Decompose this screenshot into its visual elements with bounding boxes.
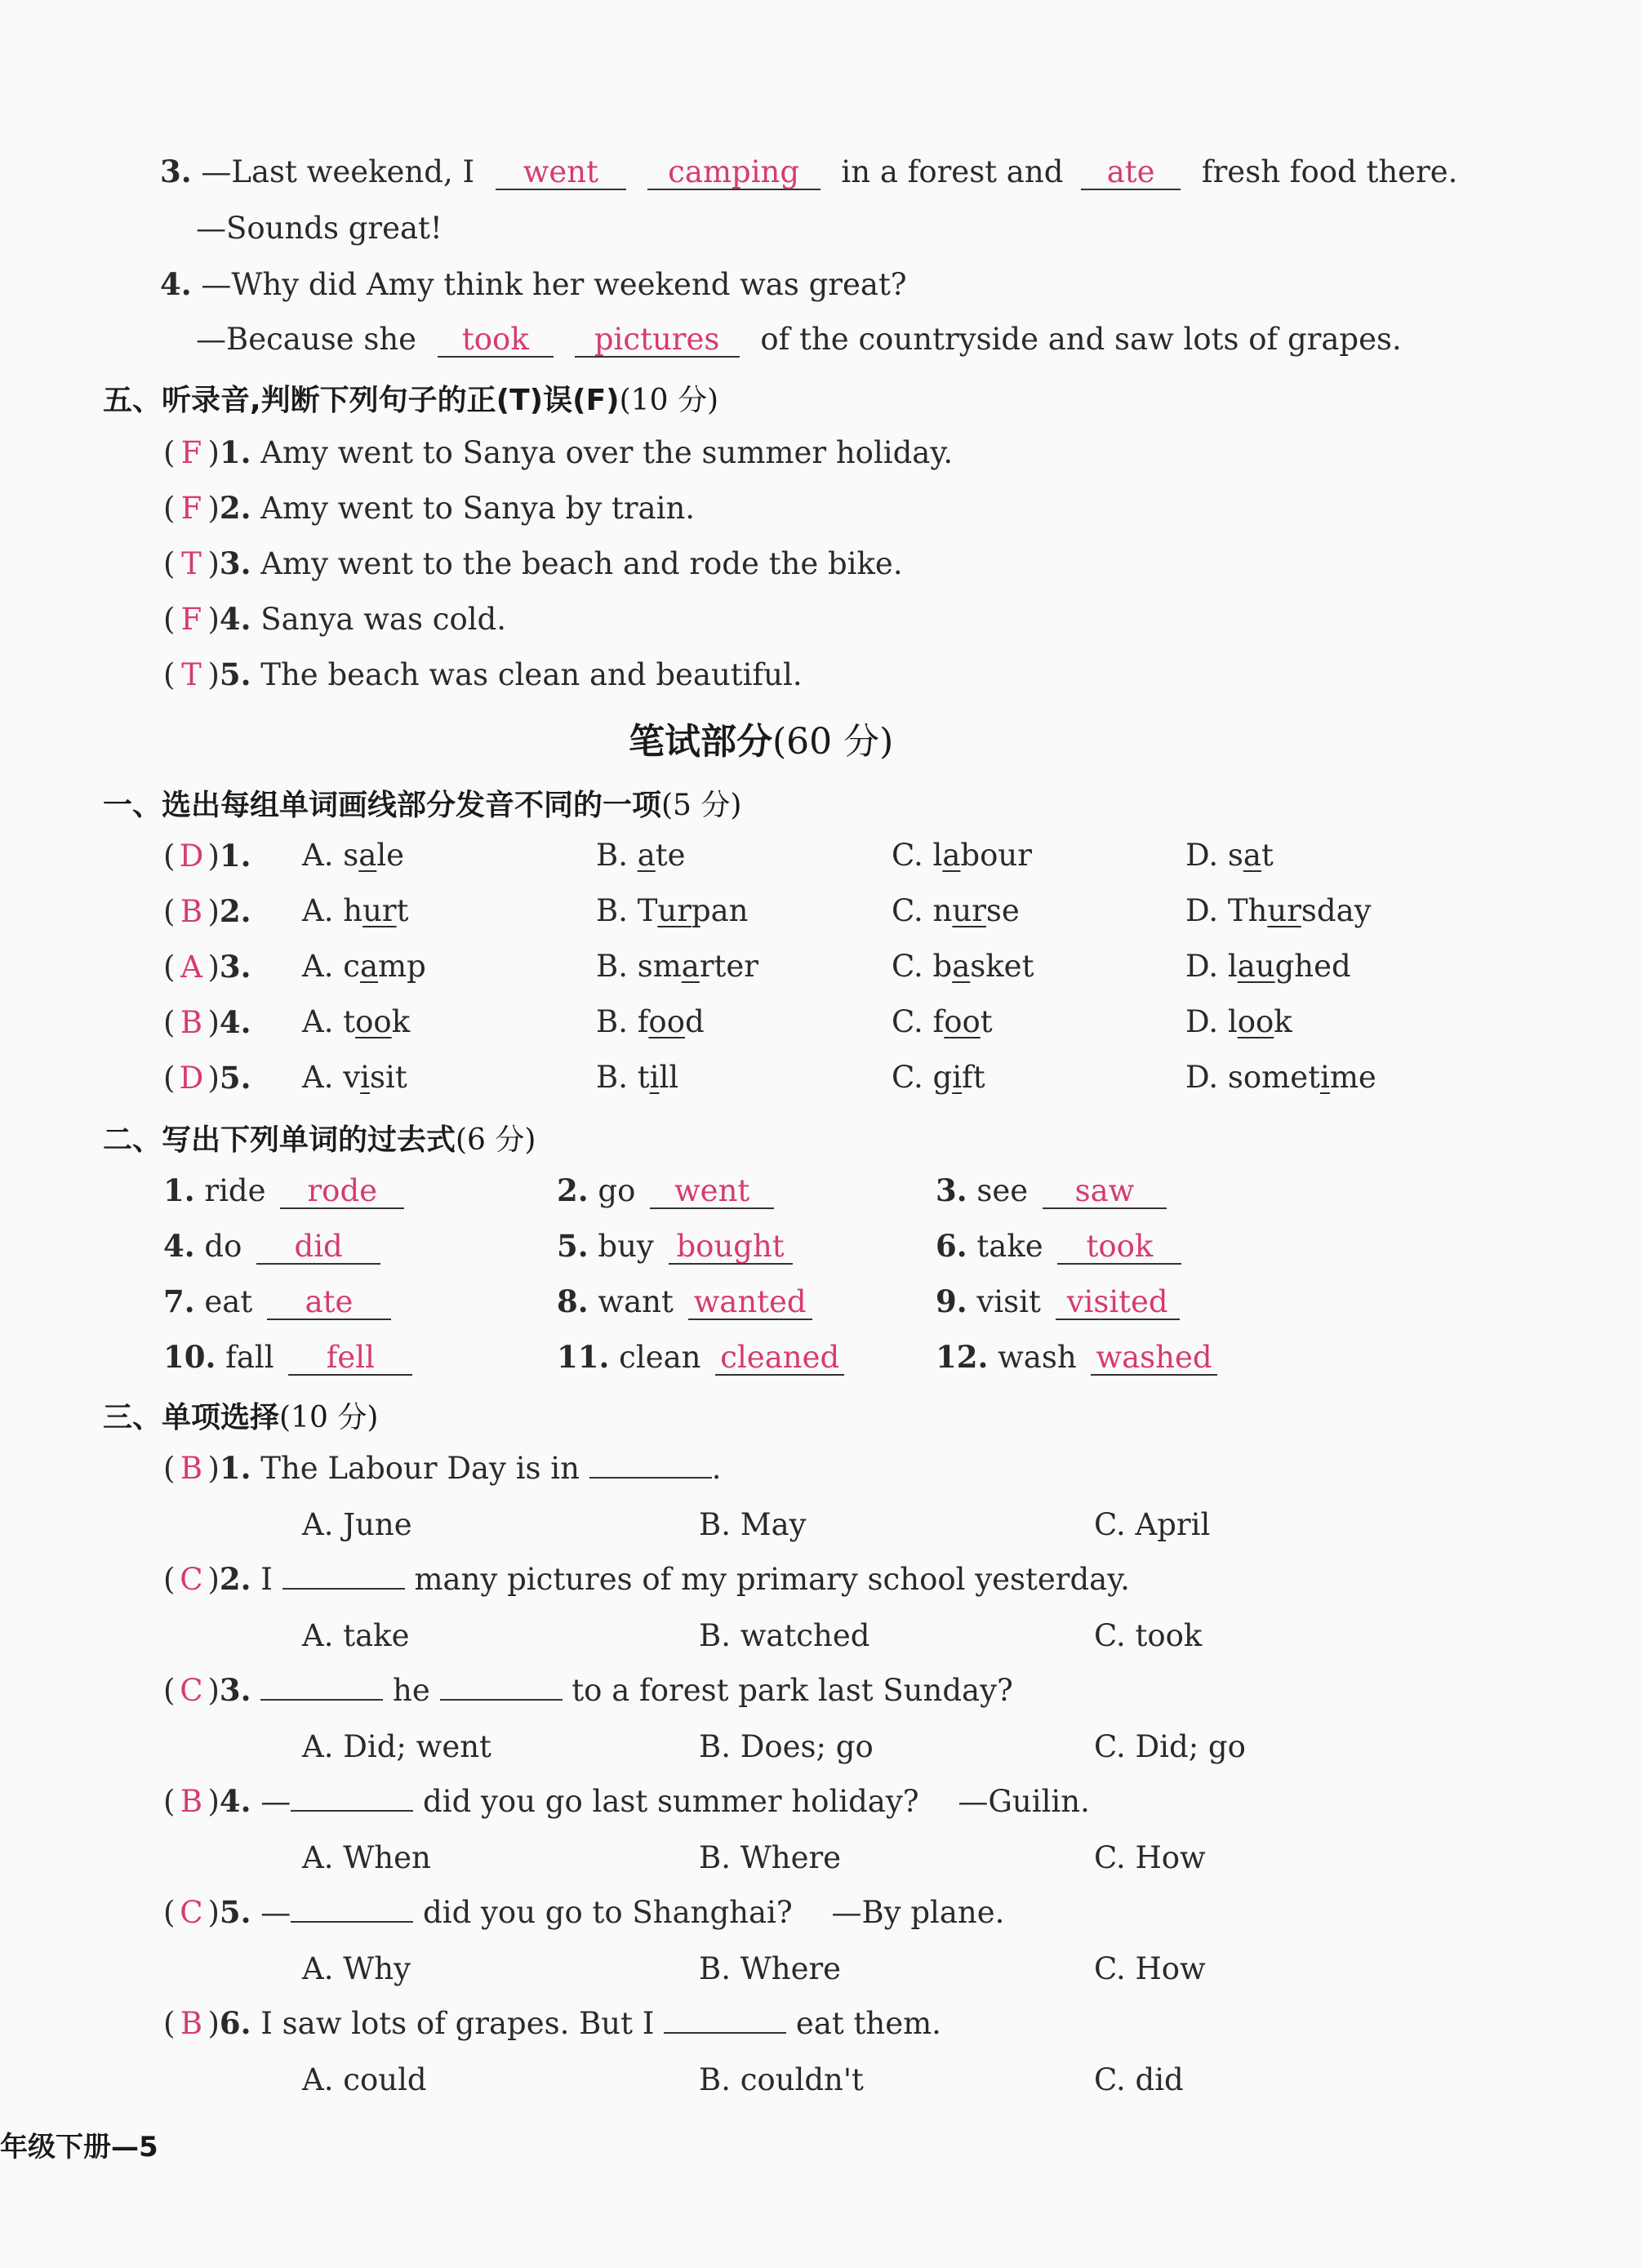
- item-text: The Labour Day is in: [260, 1451, 580, 1486]
- phonics-option: [302, 1004, 410, 1039]
- item-number: 2.: [219, 490, 251, 526]
- past-answer: took: [1057, 1231, 1181, 1265]
- past-tense-item: [163, 1283, 391, 1320]
- option-letter: B.: [596, 1060, 638, 1095]
- phonics-option: [596, 893, 749, 928]
- word-part: f: [932, 1004, 945, 1039]
- underlined-part: i: [649, 1060, 660, 1095]
- item-number: 6.: [219, 2005, 251, 2041]
- title-text: 笔试部分: [629, 721, 772, 763]
- item-text: —: [260, 1784, 291, 1819]
- fill-item-4-answer: [196, 322, 1402, 358]
- past-tense-item: [557, 1228, 793, 1265]
- mc-answer: C: [180, 1562, 203, 1597]
- phonics-option: [892, 949, 1034, 984]
- word-part: t: [637, 1060, 650, 1095]
- section-points: (10 分): [619, 384, 718, 417]
- option-letter: C.: [892, 838, 933, 873]
- word-part: l: [1227, 949, 1238, 984]
- section-title: 一、选出每组单词画线部分发音不同的一项: [103, 789, 662, 822]
- word-part: me: [1329, 1060, 1376, 1095]
- mc-question: ( B )6. I saw lots of grapes. But I eat them.: [163, 2005, 941, 2041]
- word-part: pan: [691, 893, 749, 928]
- question-blank: [589, 1477, 712, 1479]
- word-part: bour: [960, 838, 1032, 873]
- base-word: buy: [598, 1229, 654, 1264]
- underlined-part: i: [952, 1060, 963, 1095]
- section-heading: [103, 1394, 378, 1436]
- mc-option: A. Why: [302, 1951, 411, 1986]
- past-tense-item: [936, 1339, 1217, 1376]
- option-letter: A.: [302, 1004, 344, 1039]
- answer-blank: went: [496, 157, 626, 190]
- item-number: 1.: [163, 1172, 195, 1208]
- item-number: 1.: [219, 434, 251, 470]
- word-part: l: [932, 838, 943, 873]
- item-text: Sanya was cold.: [260, 602, 506, 637]
- section-points: (10 分): [279, 1401, 379, 1434]
- word-part: g: [932, 1060, 953, 1095]
- item-number: 2.: [219, 893, 251, 929]
- mc-question: ( B )1. The Labour Day is in .: [163, 1450, 722, 1486]
- item-number: 4.: [163, 1228, 195, 1264]
- phonics-option: [1185, 1004, 1292, 1039]
- tf-item: ( F )4. Sanya was cold.: [163, 601, 506, 637]
- option-letter: B.: [596, 893, 638, 928]
- mc-option: A. take: [302, 1618, 410, 1653]
- mc-question: ( C )5. — did you go to Shanghai? —By plane.: [163, 1894, 1005, 1930]
- base-word: wash: [998, 1340, 1077, 1375]
- word-part: ll: [659, 1060, 679, 1095]
- underlined-part: ur: [657, 893, 692, 928]
- past-answer: washed: [1091, 1342, 1216, 1376]
- word-part: rter: [699, 949, 758, 984]
- item-text: many pictures of my primary school yesterday.: [414, 1562, 1130, 1597]
- item-number: 2.: [219, 1561, 251, 1597]
- word-part: le: [376, 838, 405, 873]
- phonics-row: ( B )4.: [163, 1004, 251, 1040]
- underlined-part: i: [1320, 1060, 1330, 1095]
- tf-item: ( T )5. The beach was clean and beautiful.: [163, 656, 803, 692]
- past-tense-item: [557, 1339, 844, 1376]
- word-part: T: [637, 893, 658, 928]
- option-letter: C.: [892, 893, 933, 928]
- base-word: clean: [619, 1340, 701, 1375]
- item-number: 4.: [219, 1004, 251, 1040]
- tf-answer: F: [180, 491, 202, 526]
- past-tense-item: [936, 1172, 1167, 1209]
- mc-option: C. How: [1094, 1840, 1206, 1875]
- item-number: 5.: [219, 1060, 251, 1096]
- item-text: he: [393, 1673, 430, 1708]
- title-points: (60 分): [772, 721, 894, 763]
- base-word: eat: [204, 1284, 253, 1319]
- item-text: Amy went to the beach and rode the bike.: [260, 546, 903, 581]
- base-word: want: [598, 1284, 674, 1319]
- item-text: —By plane.: [831, 1895, 1005, 1930]
- page-footer: 年级下册—5: [0, 2131, 158, 2163]
- past-answer: did: [256, 1231, 380, 1265]
- mc-option: B. watched: [699, 1618, 870, 1653]
- phonics-answer: D: [179, 838, 204, 874]
- word-part: somet: [1227, 1060, 1320, 1095]
- underlined-part: a: [359, 949, 379, 984]
- mc-answer: B: [180, 1784, 203, 1819]
- phonics-option: [302, 893, 409, 928]
- word-part: n: [932, 893, 953, 928]
- word-part: sket: [970, 949, 1034, 984]
- underlined-part: a: [942, 838, 961, 873]
- past-tense-item: [936, 1228, 1181, 1265]
- fill-item-3: [160, 153, 1457, 190]
- tf-answer: T: [181, 546, 202, 581]
- mc-answer: B: [180, 2006, 203, 2041]
- word-part: k: [391, 1004, 411, 1039]
- word-part: sit: [370, 1060, 407, 1095]
- answer-blank: ate: [1081, 157, 1181, 190]
- item-number: 6.: [936, 1228, 967, 1264]
- phonics-option: [1185, 1060, 1376, 1095]
- word-part: t: [396, 893, 409, 928]
- option-letter: C.: [892, 1004, 933, 1039]
- word-part: mp: [378, 949, 426, 984]
- item-number: 3.: [936, 1172, 967, 1208]
- mc-answer: C: [180, 1673, 203, 1708]
- tf-answer: F: [180, 435, 202, 470]
- past-answer: wanted: [688, 1287, 812, 1320]
- section-heading: [103, 782, 741, 824]
- underlined-part: i: [360, 1060, 370, 1095]
- mc-option: B. Where: [699, 1951, 842, 1986]
- underlined-part: oo: [1237, 1004, 1274, 1039]
- item-text: eat them.: [795, 2006, 941, 2041]
- underlined-part: a: [358, 838, 377, 873]
- item-text: —: [260, 1895, 291, 1930]
- item-number: 3.: [219, 1672, 251, 1708]
- item-number: 12.: [936, 1339, 989, 1375]
- tf-item: ( T )3. Amy went to the beach and rode the bike.: [163, 545, 903, 581]
- past-tense-item: [163, 1172, 404, 1209]
- word-part: c: [343, 949, 360, 984]
- answer-blank: took: [438, 324, 554, 358]
- option-letter: A.: [302, 838, 344, 873]
- word-part: v: [343, 1060, 361, 1095]
- item-number: 2.: [557, 1172, 589, 1208]
- past-tense-item: [936, 1283, 1180, 1320]
- mc-option: A. When: [302, 1840, 431, 1875]
- mc-option: C. did: [1094, 2062, 1184, 2097]
- word-part: l: [1227, 1004, 1238, 1039]
- mc-answer: B: [180, 1451, 203, 1486]
- underlined-part: oo: [355, 1004, 392, 1039]
- mc-option: C. April: [1094, 1507, 1211, 1542]
- word-part: t: [1261, 838, 1274, 873]
- item-text: —Why did Amy think her weekend was great?: [201, 267, 907, 302]
- word-part: sday: [1301, 893, 1372, 928]
- base-word: fall: [225, 1340, 274, 1375]
- item-number: 5.: [219, 1894, 251, 1930]
- option-letter: B.: [596, 949, 638, 984]
- question-blank: [260, 1699, 383, 1701]
- underlined-part: oo: [648, 1004, 685, 1039]
- underlined-part: au: [1237, 949, 1275, 984]
- word-part: k: [1274, 1004, 1292, 1039]
- phonics-row: ( B )2.: [163, 893, 251, 929]
- base-word: go: [598, 1173, 636, 1208]
- phonics-answer: A: [180, 949, 202, 985]
- item-number: 7.: [163, 1283, 195, 1319]
- mc-option: B. couldn't: [699, 2062, 864, 2097]
- past-answer: fell: [288, 1342, 412, 1376]
- word-part: d: [684, 1004, 705, 1039]
- item-number: 1.: [219, 1450, 251, 1486]
- answer-blank: pictures: [575, 324, 740, 358]
- mc-option: A. June: [302, 1507, 412, 1542]
- option-letter: A.: [302, 949, 344, 984]
- base-word: do: [204, 1229, 242, 1264]
- phonics-option: [302, 1060, 407, 1095]
- phonics-option: [596, 1060, 678, 1095]
- item-number: 9.: [936, 1283, 967, 1319]
- item-text: fresh food there.: [1201, 154, 1458, 189]
- past-tense-item: [163, 1339, 412, 1376]
- option-letter: D.: [1185, 1004, 1228, 1039]
- fill-reply: —Sounds great!: [196, 211, 442, 246]
- section-heading: [103, 1117, 536, 1158]
- mc-option: A. could: [302, 2062, 427, 2097]
- mc-option: B. May: [699, 1507, 807, 1542]
- item-text: I: [260, 1562, 273, 1597]
- past-answer: went: [650, 1176, 774, 1209]
- fill-item-4: [160, 266, 907, 302]
- question-blank: [291, 1810, 413, 1812]
- phonics-option: [892, 1004, 993, 1039]
- past-answer: bought: [669, 1231, 793, 1265]
- item-text: .: [711, 1451, 722, 1486]
- word-part: h: [343, 893, 363, 928]
- item-text: —Last weekend, I: [201, 154, 475, 189]
- phonics-option: [596, 949, 758, 984]
- mc-option: A. Did; went: [302, 1729, 491, 1764]
- past-tense-item: [557, 1172, 774, 1209]
- section-heading: [103, 377, 718, 419]
- phonics-option: [1185, 838, 1274, 873]
- option-letter: D.: [1185, 949, 1228, 984]
- word-part: se: [985, 893, 1020, 928]
- base-word: visit: [976, 1284, 1041, 1319]
- item-number: 5.: [219, 656, 251, 692]
- word-part: ft: [962, 1060, 985, 1095]
- word-part: s: [343, 838, 359, 873]
- phonics-option: [892, 838, 1032, 873]
- section-title: 五、听录音,判断下列句子的正(T)误(F): [103, 384, 620, 417]
- item-text: did you go to Shanghai?: [423, 1895, 793, 1930]
- tf-item: ( F )2. Amy went to Sanya by train.: [163, 490, 696, 526]
- phonics-option: [1185, 893, 1372, 928]
- underlined-part: oo: [944, 1004, 981, 1039]
- item-number: 3.: [219, 949, 251, 985]
- tf-answer: T: [181, 657, 202, 692]
- section-points: (6 分): [456, 1123, 536, 1157]
- past-tense-item: [557, 1283, 812, 1320]
- item-text: in a forest and: [841, 154, 1064, 189]
- underlined-part: a: [637, 838, 656, 873]
- phonics-row: ( D )5.: [163, 1060, 251, 1096]
- item-number: 11.: [557, 1339, 610, 1375]
- question-blank: [664, 2032, 786, 2034]
- phonics-answer: B: [180, 894, 203, 929]
- item-text: I saw lots of grapes. But I: [260, 2006, 655, 2041]
- item-number: 5.: [557, 1228, 589, 1264]
- tf-answer: F: [180, 602, 202, 637]
- past-answer: ate: [267, 1287, 391, 1320]
- phonics-option: [302, 838, 404, 873]
- item-text: Amy went to Sanya by train.: [260, 491, 696, 526]
- option-letter: B.: [596, 838, 638, 873]
- phonics-option: [596, 838, 686, 873]
- item-number: 3.: [160, 153, 192, 189]
- section-title: 二、写出下列单词的过去式: [103, 1123, 456, 1157]
- option-letter: B.: [596, 1004, 638, 1039]
- underlined-part: ur: [952, 893, 986, 928]
- item-text: did you go last summer holiday?: [423, 1784, 919, 1819]
- phonics-option: [892, 1060, 985, 1095]
- mc-option: B. Does; go: [699, 1729, 874, 1764]
- word-part: t: [980, 1004, 993, 1039]
- underlined-part: a: [1243, 838, 1261, 873]
- item-number: 3.: [219, 545, 251, 581]
- item-text: —Guilin.: [958, 1784, 1090, 1819]
- phonics-option: [302, 949, 426, 984]
- question-blank: [282, 1588, 405, 1590]
- item-text: to a forest park last Sunday?: [571, 1673, 1013, 1708]
- option-letter: D.: [1185, 838, 1228, 873]
- word-part: t: [343, 1004, 356, 1039]
- past-answer: rode: [280, 1176, 404, 1209]
- item-number: 8.: [557, 1283, 589, 1319]
- phonics-answer: D: [179, 1061, 204, 1096]
- mc-option: B. Where: [699, 1840, 842, 1875]
- past-tense-item: [163, 1228, 380, 1265]
- item-text: Amy went to Sanya over the summer holiday.: [260, 435, 954, 470]
- answer-blank: camping: [647, 157, 820, 190]
- question-blank: [440, 1699, 563, 1701]
- section-title: 三、单项选择: [103, 1401, 280, 1434]
- past-answer: cleaned: [715, 1342, 844, 1376]
- word-part: ghed: [1274, 949, 1351, 984]
- phonics-option: [1185, 949, 1351, 984]
- mc-answer: C: [180, 1895, 203, 1930]
- tf-item: ( F )1. Amy went to Sanya over the summer holiday.: [163, 434, 954, 470]
- mc-option: C. took: [1094, 1618, 1203, 1653]
- option-letter: A.: [302, 1060, 344, 1095]
- option-letter: C.: [892, 1060, 933, 1095]
- word-part: te: [655, 838, 686, 873]
- mc-question: ( C )2. I many pictures of my primary school yesterday.: [163, 1561, 1130, 1597]
- underlined-part: a: [681, 949, 700, 984]
- underlined-part: ur: [362, 893, 397, 928]
- phonics-option: [892, 893, 1020, 928]
- item-text: The beach was clean and beautiful.: [260, 657, 803, 692]
- phonics-option: [596, 1004, 705, 1039]
- phonics-answer: B: [180, 1005, 203, 1040]
- phonics-row: ( D )1.: [163, 838, 251, 874]
- option-letter: D.: [1185, 1060, 1228, 1095]
- item-number: 4.: [160, 266, 192, 302]
- item-text: of the countryside and saw lots of grapes.: [760, 322, 1402, 357]
- underlined-part: ur: [1267, 893, 1301, 928]
- past-answer: saw: [1043, 1176, 1167, 1209]
- mc-question: ( B )4. — did you go last summer holiday? —Guilin.: [163, 1783, 1090, 1819]
- item-text: —Because she: [196, 322, 417, 357]
- mc-option: C. How: [1094, 1951, 1206, 1986]
- written-part-title: [629, 712, 893, 764]
- section-points: (5 分): [661, 789, 742, 822]
- item-number: 1.: [219, 838, 251, 874]
- option-letter: A.: [302, 893, 344, 928]
- base-word: see: [976, 1173, 1029, 1208]
- item-number: 4.: [219, 1783, 251, 1819]
- past-answer: visited: [1056, 1287, 1180, 1320]
- item-number: 4.: [219, 601, 251, 637]
- mc-option: C. Did; go: [1094, 1729, 1246, 1764]
- word-part: f: [637, 1004, 649, 1039]
- base-word: ride: [204, 1173, 266, 1208]
- option-letter: D.: [1185, 893, 1228, 928]
- word-part: s: [1227, 838, 1243, 873]
- word-part: sm: [637, 949, 682, 984]
- underlined-part: a: [952, 949, 971, 984]
- mc-question: ( C )3. he to a forest park last Sunday?: [163, 1672, 1013, 1708]
- word-part: b: [932, 949, 953, 984]
- item-number: 10.: [163, 1339, 216, 1375]
- question-blank: [291, 1921, 413, 1923]
- option-letter: C.: [892, 949, 933, 984]
- word-part: Th: [1227, 893, 1268, 928]
- base-word: take: [976, 1229, 1043, 1264]
- phonics-row: ( A )3.: [163, 949, 251, 985]
